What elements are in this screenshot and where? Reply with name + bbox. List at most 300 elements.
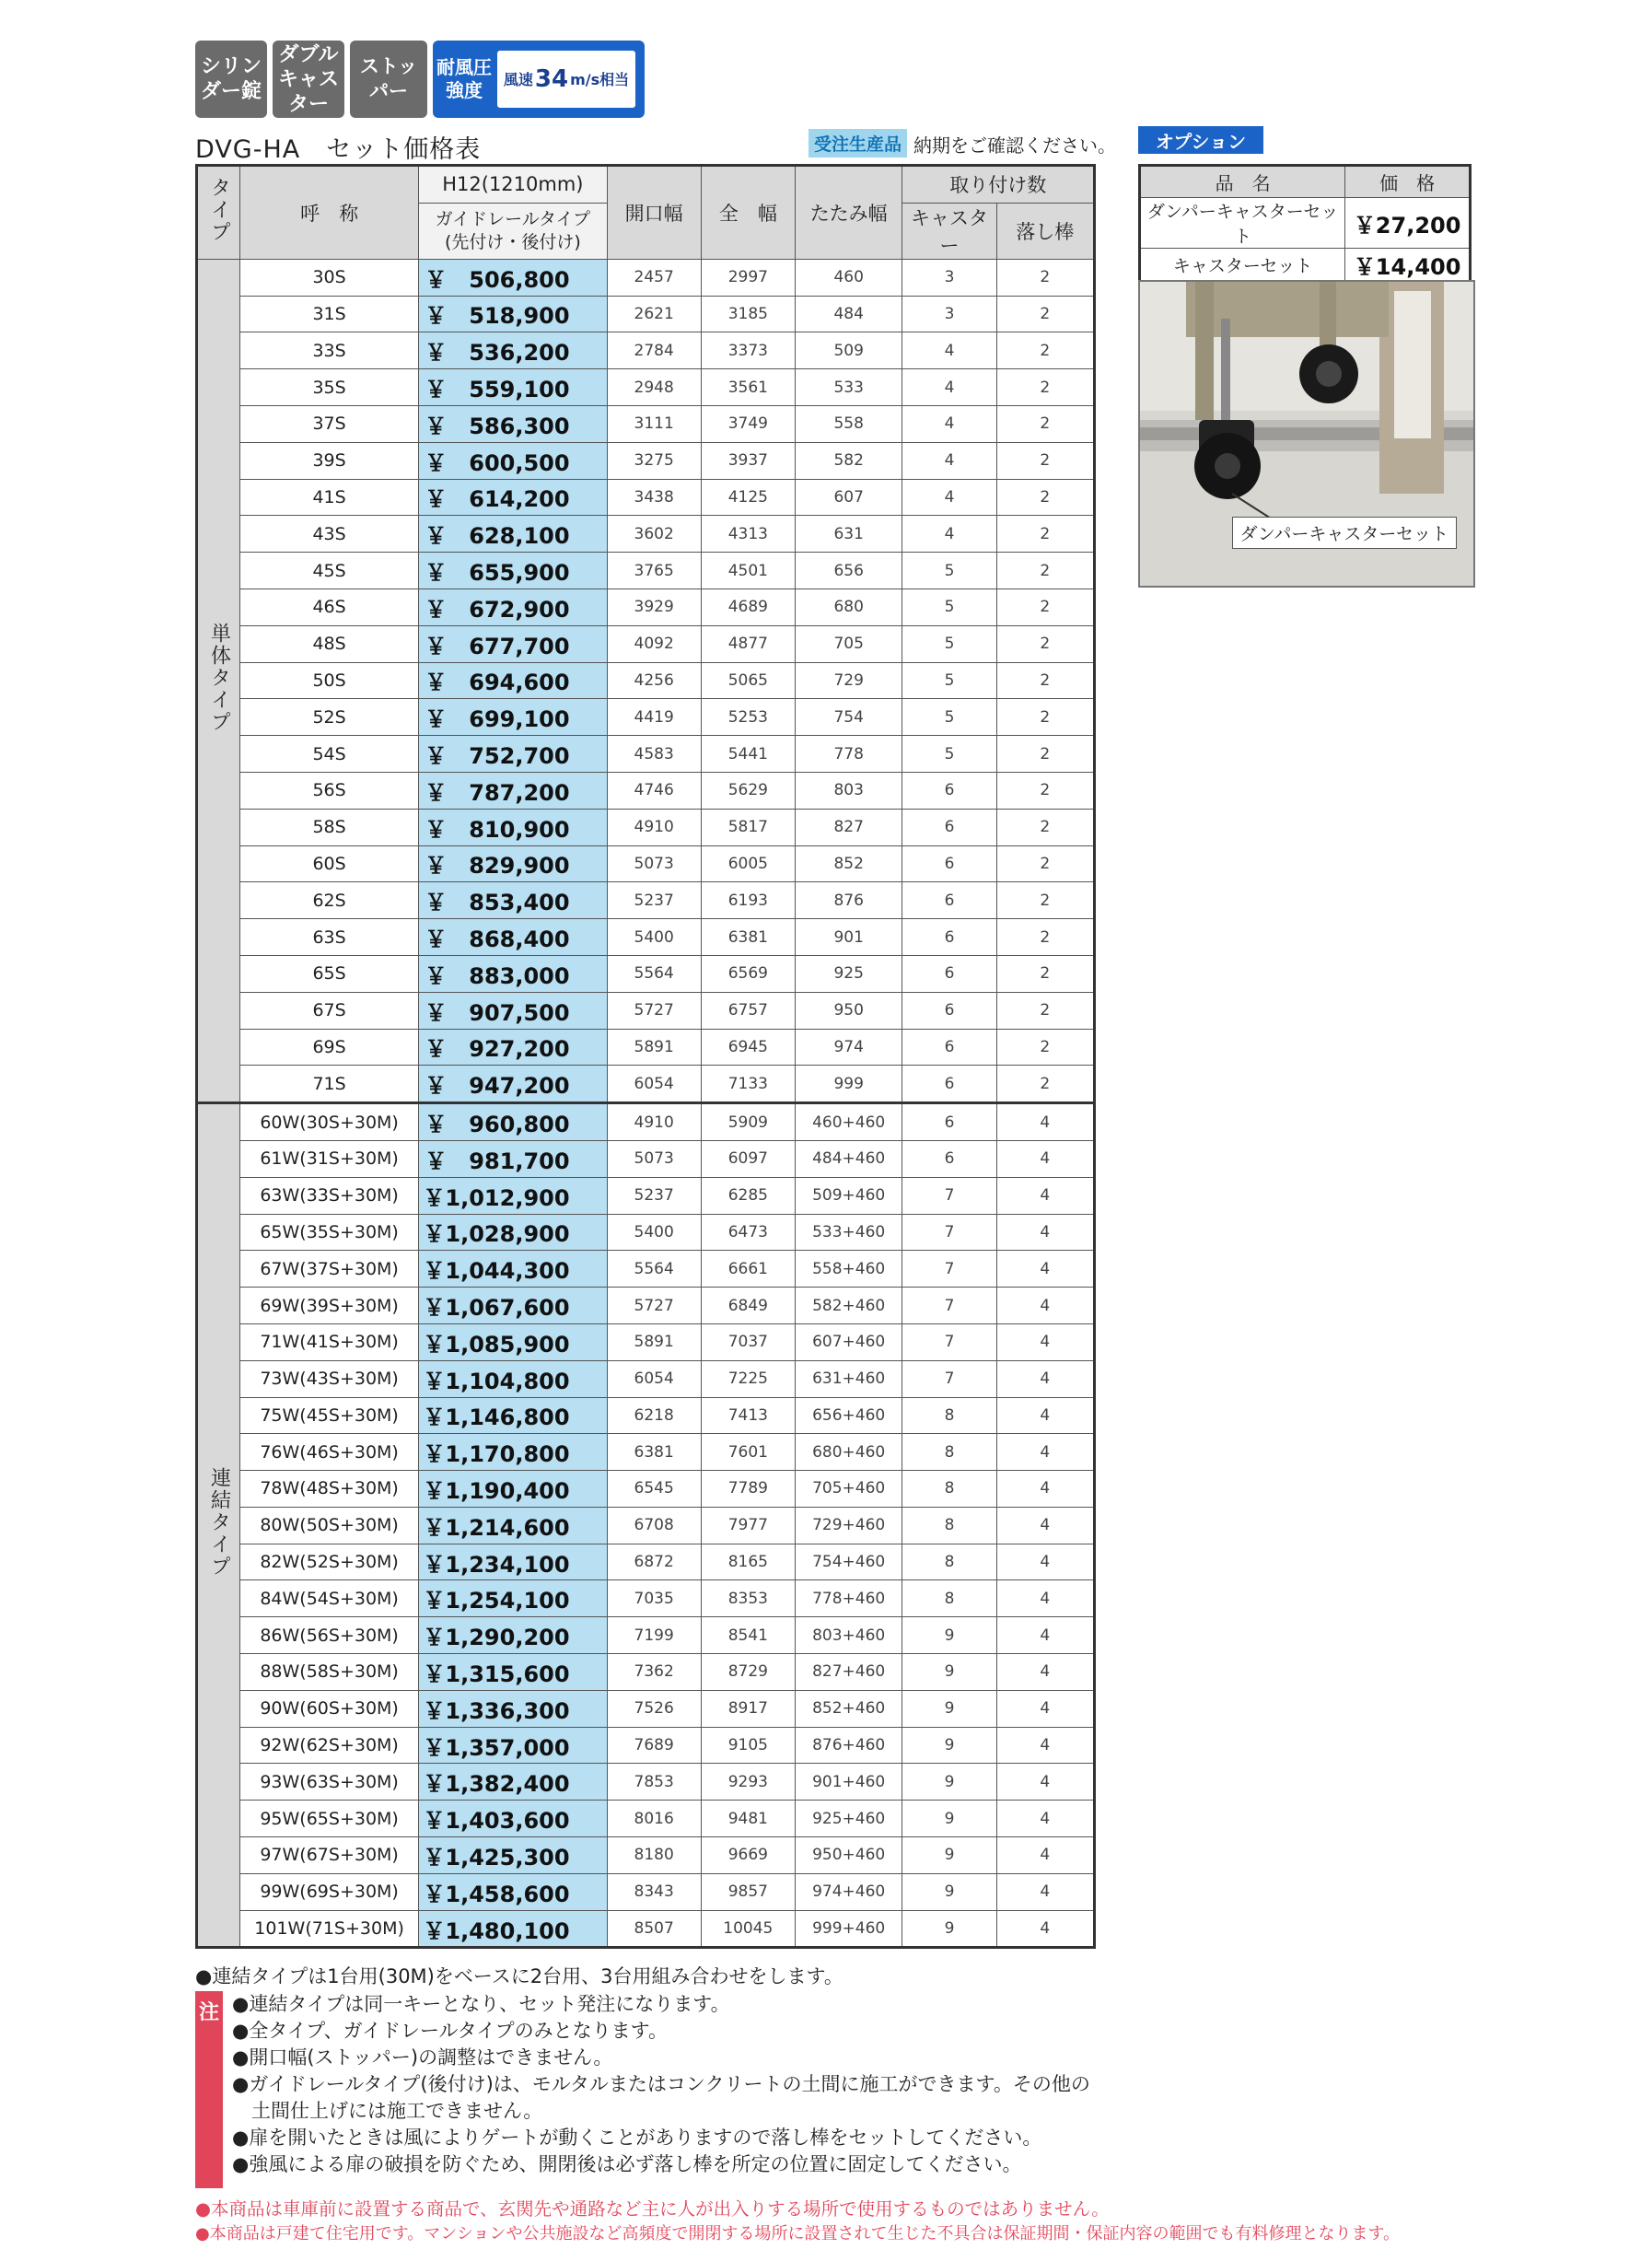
folded-width: 999 [795, 1066, 902, 1103]
folded-width: 705 [795, 625, 902, 662]
folded-width: 754+460 [795, 1544, 902, 1580]
table-row [197, 882, 1095, 919]
total-width: 6381 [701, 919, 795, 956]
total-width: 9293 [701, 1764, 795, 1801]
caster-count: 9 [902, 1727, 996, 1764]
caster-count: 6 [902, 845, 996, 882]
drop-rod-count: 4 [996, 1727, 1094, 1764]
total-width: 9105 [701, 1727, 795, 1764]
model-name: 60W(30S+30M) [240, 1103, 419, 1141]
total-width: 5629 [701, 772, 795, 809]
opening-width: 3765 [607, 553, 701, 589]
drop-rod-count: 4 [996, 1873, 1094, 1910]
folded-width: 460 [795, 259, 902, 296]
table-row [197, 479, 1095, 516]
folded-width: 925 [795, 955, 902, 992]
price: ￥1,067,600 [419, 1288, 607, 1324]
caster-count: 8 [902, 1580, 996, 1617]
model-name: 82W(52S+30M) [240, 1544, 419, 1580]
table-row [197, 589, 1095, 625]
opening-width: 6054 [607, 1066, 701, 1103]
opening-width: 4910 [607, 1103, 701, 1141]
price: ￥ 518,900 [419, 296, 607, 332]
total-width: 7037 [701, 1323, 795, 1360]
wind-prefix: 風速 [503, 70, 533, 88]
folded-width: 754 [795, 699, 902, 736]
price: ￥1,382,400 [419, 1764, 607, 1801]
opening-width: 4910 [607, 809, 701, 845]
model-name: 69S [240, 1029, 419, 1066]
drop-rod-count: 4 [996, 1580, 1094, 1617]
folded-width: 876+460 [795, 1727, 902, 1764]
price: ￥1,480,100 [419, 1910, 607, 1948]
caster-count: 8 [902, 1397, 996, 1434]
model-name: 58S [240, 809, 419, 845]
wind-value-box [497, 51, 635, 108]
drop-rod-count: 2 [996, 369, 1094, 406]
drop-rod-count: 2 [996, 1066, 1094, 1103]
table-row [197, 1727, 1095, 1764]
options-tag: オプション [1138, 126, 1263, 154]
drop-rod-count: 4 [996, 1434, 1094, 1471]
opening-width: 5237 [607, 882, 701, 919]
opening-width: 4419 [607, 699, 701, 736]
drop-rod-count: 2 [996, 809, 1094, 845]
price: ￥1,146,800 [419, 1397, 607, 1434]
opening-width: 5891 [607, 1323, 701, 1360]
model-name: 43S [240, 516, 419, 553]
price: ￥1,044,300 [419, 1251, 607, 1288]
table-row [197, 442, 1095, 479]
model-name: 69W(39S+30M) [240, 1288, 419, 1324]
drop-rod-count: 4 [996, 1288, 1094, 1324]
price: ￥ 787,200 [419, 772, 607, 809]
opening-width: 3929 [607, 589, 701, 625]
opening-width: 4746 [607, 772, 701, 809]
model-name: 45S [240, 553, 419, 589]
price: ￥1,458,600 [419, 1873, 607, 1910]
price: ￥ 600,500 [419, 442, 607, 479]
opening-width: 7199 [607, 1617, 701, 1654]
folded-width: 827 [795, 809, 902, 845]
model-name: 73W(43S+30M) [240, 1360, 419, 1397]
price-table-body [197, 259, 1095, 1948]
total-width: 7977 [701, 1507, 795, 1544]
total-width: 4689 [701, 589, 795, 625]
caster-count: 7 [902, 1323, 996, 1360]
caster-count: 4 [902, 479, 996, 516]
caster-count: 5 [902, 699, 996, 736]
caster-count: 7 [902, 1177, 996, 1214]
price: ￥ 981,700 [419, 1140, 607, 1177]
model-name: 63W(33S+30M) [240, 1177, 419, 1214]
caster-count: 9 [902, 1764, 996, 1801]
drop-rod-count: 2 [996, 259, 1094, 296]
table-row [197, 259, 1095, 296]
opening-width: 3438 [607, 479, 701, 516]
drop-rod-count: 4 [996, 1764, 1094, 1801]
opening-width: 7526 [607, 1690, 701, 1727]
note-item: ●開口幅(ストッパー)の調整はできません。 [232, 2046, 613, 2069]
table-row [197, 369, 1095, 406]
price: ￥ 559,100 [419, 369, 607, 406]
total-width: 5817 [701, 809, 795, 845]
folded-width: 509+460 [795, 1177, 902, 1214]
model-name: 93W(63S+30M) [240, 1764, 419, 1801]
model-name: 76W(46S+30M) [240, 1434, 419, 1471]
table-row [197, 1434, 1095, 1471]
caster-count: 9 [902, 1873, 996, 1910]
total-width: 8165 [701, 1544, 795, 1580]
model-name: 80W(50S+30M) [240, 1507, 419, 1544]
price: ￥ 699,100 [419, 699, 607, 736]
opening-width: 3275 [607, 442, 701, 479]
model-name: 54S [240, 736, 419, 773]
note-list [232, 1991, 1090, 2178]
table-row [197, 1360, 1095, 1397]
footer-notes [195, 2197, 1400, 2246]
price: ￥1,403,600 [419, 1801, 607, 1837]
drop-rod-count: 4 [996, 1910, 1094, 1948]
folded-width: 950+460 [795, 1837, 902, 1874]
caster-count: 5 [902, 662, 996, 699]
model-name: 35S [240, 369, 419, 406]
folded-width: 582 [795, 442, 902, 479]
folded-width: 533 [795, 369, 902, 406]
drop-rod-count: 4 [996, 1214, 1094, 1251]
header-caster: キャスター [902, 203, 996, 259]
folded-width: 631 [795, 516, 902, 553]
feature-badges [195, 41, 645, 118]
table-row [197, 1764, 1095, 1801]
caster-count: 5 [902, 589, 996, 625]
price: ￥ 927,200 [419, 1029, 607, 1066]
drop-rod-count: 4 [996, 1177, 1094, 1214]
model-name: 67W(37S+30M) [240, 1251, 419, 1288]
folded-width: 729 [795, 662, 902, 699]
caster-count: 6 [902, 1103, 996, 1141]
type-group-label: 連結タイプ [197, 1103, 240, 1948]
photo-caption: ダンパーキャスターセット [1232, 517, 1457, 549]
drop-rod-count: 4 [996, 1140, 1094, 1177]
opening-width: 5564 [607, 1251, 701, 1288]
folded-width: 950 [795, 992, 902, 1029]
price: ￥ 907,500 [419, 992, 607, 1029]
caster-count: 4 [902, 442, 996, 479]
price: ￥ 614,200 [419, 479, 607, 516]
options-table [1138, 164, 1472, 284]
model-name: 90W(60S+30M) [240, 1690, 419, 1727]
folded-width: 803 [795, 772, 902, 809]
caster-count: 9 [902, 1617, 996, 1654]
total-width: 5065 [701, 662, 795, 699]
folded-width: 680 [795, 589, 902, 625]
badge-cylinder-lock: シリンダー錠 [195, 41, 267, 118]
table-row [197, 1029, 1095, 1066]
caster-count: 7 [902, 1251, 996, 1288]
caster-count: 6 [902, 919, 996, 956]
table-row [197, 1103, 1095, 1141]
table-row [197, 1251, 1095, 1288]
total-width: 6193 [701, 882, 795, 919]
price: ￥1,315,600 [419, 1654, 607, 1691]
opening-width: 7362 [607, 1654, 701, 1691]
model-name: 37S [240, 405, 419, 442]
drop-rod-count: 4 [996, 1103, 1094, 1141]
opening-width: 6381 [607, 1434, 701, 1471]
opening-width: 6545 [607, 1471, 701, 1508]
header-opening: 開口幅 [607, 166, 701, 260]
model-name: 46S [240, 589, 419, 625]
total-width: 2997 [701, 259, 795, 296]
drop-rod-count: 2 [996, 625, 1094, 662]
model-name: 31S [240, 296, 419, 332]
folded-width: 582+460 [795, 1288, 902, 1324]
opening-width: 4583 [607, 736, 701, 773]
price: ￥1,425,300 [419, 1837, 607, 1874]
opening-width: 4256 [607, 662, 701, 699]
model-name: 71W(41S+30M) [240, 1323, 419, 1360]
caster-count: 7 [902, 1288, 996, 1324]
total-width: 6945 [701, 1029, 795, 1066]
price: ￥ 752,700 [419, 736, 607, 773]
total-width: 5253 [701, 699, 795, 736]
model-name: 99W(69S+30M) [240, 1873, 419, 1910]
model-name: 52S [240, 699, 419, 736]
total-width: 9857 [701, 1873, 795, 1910]
caster-count: 8 [902, 1471, 996, 1508]
damper-caster-photo [1138, 280, 1475, 588]
total-width: 7413 [701, 1397, 795, 1434]
caster-count: 4 [902, 516, 996, 553]
total-width: 6849 [701, 1288, 795, 1324]
model-name: 95W(65S+30M) [240, 1801, 419, 1837]
drop-rod-count: 2 [996, 296, 1094, 332]
model-name: 71S [240, 1066, 419, 1103]
price: ￥1,170,800 [419, 1434, 607, 1471]
table-row [197, 625, 1095, 662]
caster-count: 6 [902, 1140, 996, 1177]
table-row [197, 809, 1095, 845]
opening-width: 5727 [607, 992, 701, 1029]
table-row [197, 736, 1095, 773]
drop-rod-count: 4 [996, 1837, 1094, 1874]
folded-width: 484 [795, 296, 902, 332]
opening-width: 6708 [607, 1507, 701, 1544]
drop-rod-count: 4 [996, 1507, 1094, 1544]
total-width: 7789 [701, 1471, 795, 1508]
order-note: 納期をご確認ください。 [913, 134, 1116, 157]
model-name: 30S [240, 259, 419, 296]
total-width: 6097 [701, 1140, 795, 1177]
caster-count: 9 [902, 1837, 996, 1874]
model-name: 63S [240, 919, 419, 956]
total-width: 7601 [701, 1434, 795, 1471]
total-width: 7225 [701, 1360, 795, 1397]
opening-width: 5891 [607, 1029, 701, 1066]
table-row [197, 1801, 1095, 1837]
table-row [197, 553, 1095, 589]
folded-width: 803+460 [795, 1617, 902, 1654]
price: ￥1,012,900 [419, 1177, 607, 1214]
table-row [197, 699, 1095, 736]
table-row [197, 516, 1095, 553]
price: ￥1,336,300 [419, 1690, 607, 1727]
table-row [197, 955, 1095, 992]
model-name: 56S [240, 772, 419, 809]
price: ￥1,085,900 [419, 1323, 607, 1360]
table-row [197, 992, 1095, 1029]
total-width: 3749 [701, 405, 795, 442]
badge-double-caster: ダブルキャスター [273, 41, 344, 118]
table-row [197, 1507, 1095, 1544]
price: ￥1,254,100 [419, 1580, 607, 1617]
footer-line: ●本商品は車庫前に設置する商品で、玄関先や通路など主に人が出入りする場所で使用するものではありません。 [195, 2198, 1110, 2220]
model-name: 60S [240, 845, 419, 882]
model-name: 65W(35S+30M) [240, 1214, 419, 1251]
drop-rod-count: 4 [996, 1690, 1094, 1727]
table-row [197, 1288, 1095, 1324]
table-row [197, 845, 1095, 882]
caster-count: 5 [902, 625, 996, 662]
opening-width: 8507 [607, 1910, 701, 1948]
caster-count: 5 [902, 553, 996, 589]
drop-rod-count: 2 [996, 919, 1094, 956]
wind-label: 耐風圧強度 [436, 56, 492, 101]
folded-width: 607+460 [795, 1323, 902, 1360]
options-col-price: 価 格 [1345, 166, 1471, 198]
price: ￥1,234,100 [419, 1544, 607, 1580]
caster-count: 8 [902, 1544, 996, 1580]
drop-rod-count: 4 [996, 1323, 1094, 1360]
opening-width: 5564 [607, 955, 701, 992]
price: ￥1,028,900 [419, 1214, 607, 1251]
opening-width: 3602 [607, 516, 701, 553]
made-to-order-tag: 受注生産品 [809, 129, 907, 157]
folded-width: 876 [795, 882, 902, 919]
drop-rod-count: 4 [996, 1654, 1094, 1691]
opening-width: 3111 [607, 405, 701, 442]
drop-rod-count: 2 [996, 516, 1094, 553]
header-name: 呼 称 [240, 166, 419, 260]
table-row [197, 1910, 1095, 1948]
table-row [197, 919, 1095, 956]
note-item: ●ガイドレールタイプ(後付け)は、モルタルまたはコンクリートの土間に施工ができます。その他の [232, 2073, 1090, 2095]
badge-stopper: ストッパー [350, 41, 427, 118]
price: ￥ 628,100 [419, 516, 607, 553]
price: ￥1,190,400 [419, 1471, 607, 1508]
model-name: 61W(31S+30M) [240, 1140, 419, 1177]
table-row [197, 1654, 1095, 1691]
total-width: 5909 [701, 1103, 795, 1141]
total-width: 6569 [701, 955, 795, 992]
total-width: 4877 [701, 625, 795, 662]
drop-rod-count: 2 [996, 845, 1094, 882]
drop-rod-count: 2 [996, 479, 1094, 516]
total-width: 3937 [701, 442, 795, 479]
model-name: 88W(58S+30M) [240, 1654, 419, 1691]
header-total: 全 幅 [701, 166, 795, 260]
total-width: 10045 [701, 1910, 795, 1948]
caster-count: 8 [902, 1434, 996, 1471]
folded-width: 778+460 [795, 1580, 902, 1617]
caster-count: 4 [902, 369, 996, 406]
caster-count: 3 [902, 296, 996, 332]
opening-width: 2948 [607, 369, 701, 406]
total-width: 8541 [701, 1617, 795, 1654]
opening-width: 7689 [607, 1727, 701, 1764]
total-width: 6005 [701, 845, 795, 882]
model-name: 101W(71S+30M) [240, 1910, 419, 1948]
opening-width: 2457 [607, 259, 701, 296]
drop-rod-count: 2 [996, 736, 1094, 773]
drop-rod-count: 4 [996, 1471, 1094, 1508]
price: ￥ 810,900 [419, 809, 607, 845]
total-width: 6757 [701, 992, 795, 1029]
table-row [197, 1873, 1095, 1910]
drop-rod-count: 2 [996, 405, 1094, 442]
table-row [197, 1177, 1095, 1214]
model-name: 62S [240, 882, 419, 919]
header-folded: たたみ幅 [795, 166, 902, 260]
drop-rod-count: 2 [996, 589, 1094, 625]
caster-count: 4 [902, 405, 996, 442]
opening-width: 8180 [607, 1837, 701, 1874]
price: ￥ 506,800 [419, 259, 607, 296]
opening-width: 5400 [607, 919, 701, 956]
folded-width: 558 [795, 405, 902, 442]
price: ￥1,290,200 [419, 1617, 607, 1654]
price: ￥ 947,200 [419, 1066, 607, 1103]
caster-count: 4 [902, 332, 996, 369]
price: ￥ 883,000 [419, 955, 607, 992]
total-width: 9481 [701, 1801, 795, 1837]
caster-count: 6 [902, 1029, 996, 1066]
price: ￥ 655,900 [419, 553, 607, 589]
opening-width: 5237 [607, 1177, 701, 1214]
note-item: 土間仕上げには施工できません。 [232, 2100, 543, 2122]
total-width: 6285 [701, 1177, 795, 1214]
folded-width: 484+460 [795, 1140, 902, 1177]
badge-wind-resistance [433, 41, 645, 118]
drop-rod-count: 2 [996, 992, 1094, 1029]
table-row [197, 1397, 1095, 1434]
price: ￥ 853,400 [419, 882, 607, 919]
folded-width: 999+460 [795, 1910, 902, 1948]
folded-width: 901 [795, 919, 902, 956]
caster-count: 7 [902, 1360, 996, 1397]
table-row [197, 662, 1095, 699]
caster-count: 6 [902, 1066, 996, 1103]
model-name: 97W(67S+30M) [240, 1837, 419, 1874]
opening-width: 6872 [607, 1544, 701, 1580]
opening-width: 6054 [607, 1360, 701, 1397]
folded-width: 852 [795, 845, 902, 882]
table-row [197, 296, 1095, 332]
total-width: 3185 [701, 296, 795, 332]
folded-width: 533+460 [795, 1214, 902, 1251]
total-width: 5441 [701, 736, 795, 773]
opening-width: 8016 [607, 1801, 701, 1837]
wind-value: 34 [534, 64, 569, 93]
option-price: ￥27,200 [1345, 198, 1471, 249]
price: ￥1,357,000 [419, 1727, 607, 1764]
model-name: 39S [240, 442, 419, 479]
total-width: 4313 [701, 516, 795, 553]
header-h12: H12(1210mm) [419, 166, 607, 204]
model-name: 86W(56S+30M) [240, 1617, 419, 1654]
table-row [197, 1690, 1095, 1727]
